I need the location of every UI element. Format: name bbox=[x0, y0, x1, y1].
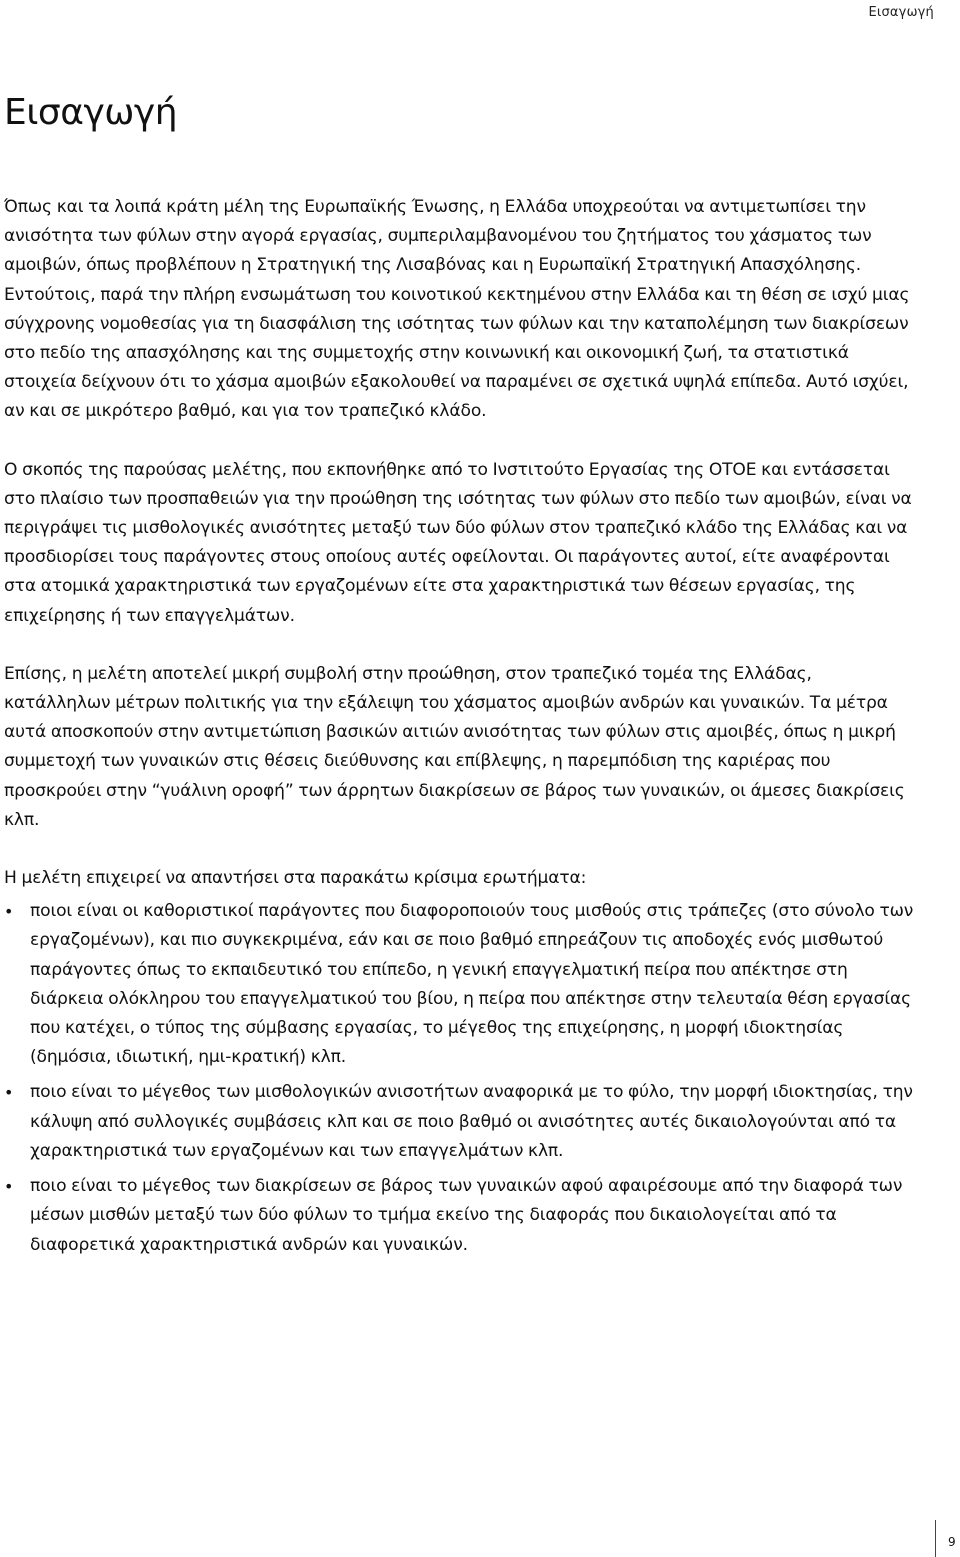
list-item bbox=[4, 1078, 922, 1166]
page-number: 9 bbox=[948, 1535, 956, 1549]
page-title: Εισαγωγή bbox=[4, 92, 178, 133]
list-item-text: ποιο είναι το μέγεθος των διακρίσεων σε βάρος των γυναικών αφού αφαιρέσουμε από την διαφορά των μέσων μισθών μεταξύ των δύο φύλων το τμήμα εκείνο της διαφοράς που δικαιολογείται από τα διαφορετικά χαρακτηριστικά ανδρών και γυναικών. bbox=[30, 1176, 903, 1255]
list-item-text: ποιοι είναι οι καθοριστικοί παράγοντες που διαφοροποιούν τους μισθούς στις τράπεζες (στο σύνολο των εργαζομένων), και πιο συγκεκριμένα, εάν και σε ποιο βαθμό επηρεάζουν τις αποδοχές ενός μισθωτού παράγοντες όπως το εκπαιδευτικό του επίπεδο, η γενική επαγγελματική πείρα που απέκτησε στη διάρκεια ολόκληρου του επαγγελματικού του βίου, η πείρα που απέκτησε στην τελευταία θέση εργασίας που κατέχει, ο τύπος της σύμβασης εργασίας, το μέγεθος της επιχείρησης, η μορφή ιδιοκτησίας (δημόσια, ιδιωτική, ημι-κρατική) κλπ. bbox=[30, 901, 914, 1068]
paragraph-policy: Επίσης, η μελέτη αποτελεί μικρή συμβολή στην προώθηση, στον τραπεζικό τομέα της Ελλάδας, κατάλληλων μέτρων πολιτικής για την εξάλειψη του χάσματος αμοιβών ανδρών και γυναικών. Τα μέτρα αυτά αποσκοπούν στην αντιμετώπιση βασικών αιτιών ανισότητας των φύλων στις αμοιβές, όπως η μικρή συμμετοχή των γυναικών στις θέσεις διεύθυνσης και επίβλεψης, η παρεμπόδιση της καριέρας που προσκρούει στην “γυάλινη οροφή” των άρρητων διακρίσεων σε βάρος των γυναικών, οι άμεσες διακρίσεις κλπ. bbox=[4, 663, 905, 830]
list-item bbox=[4, 897, 922, 1072]
body-text bbox=[4, 193, 922, 1266]
paragraph-intro: Όπως και τα λοιπά κράτη μέλη της Ευρωπαϊκής Ένωσης, η Ελλάδα υποχρεούται να αντιμετωπίσει την ανισότητα των φύλων στην αγορά εργασίας, συμπεριλαμβανομένου του ζητήματος του χάσματος των αμοιβών, όπως προβλέπουν η Στρατηγική της Λισαβόνας και η Ευρωπαϊκή Στρατηγική Απασχόλησης. Εντούτοις, παρά την πλήρη ενσωμάτωση του κοινοτικού κεκτημένου στην Ελλάδα και τη θέση σε ισχύ μιας σύγχρονης νομοθεσίας για τη διασφάλιση της ισότητας των φύλων και την καταπολέμηση των διακρίσεων στο πεδίο της απασχόλησης και της συμμετοχής στην κοινωνική και οικονομική ζωή, τα στατιστικά στοιχεία δείχνουν ότι το χάσμα αμοιβών εξακολουθεί να παραμένει σε σχετικά υψηλά επίπεδα. Αυτό ισχύει, αν και σε μικρότερο βαθμό, και για τον τραπεζικό κλάδο. bbox=[4, 197, 910, 422]
paragraph-questions-lead: Η μελέτη επιχειρεί να απαντήσει στα παρακάτω κρίσιμα ερωτήματα: bbox=[4, 868, 587, 889]
bullet-icon: • bbox=[4, 902, 14, 922]
bullet-icon: • bbox=[4, 1083, 14, 1103]
running-header: Εισαγωγή bbox=[868, 5, 934, 20]
list-item-text: ποιο είναι το μέγεθος των μισθολογικών ανισοτήτων αναφορικά με το φύλο, την μορφή ιδιοκτησίας, την κάλυψη από συλλογικές συμβάσεις κλπ και σε ποιο βαθμό οι ανισότητες αυτές δικαιολογούνται από τα χαρακτηριστικά των εργαζομένων και των επαγγελμάτων κλπ. bbox=[30, 1082, 913, 1161]
list-item bbox=[4, 1172, 922, 1260]
paragraph-purpose: Ο σκοπός της παρούσας μελέτης, που εκπονήθηκε από το Ινστιτούτο Εργασίας της ΟΤΟΕ και εντάσσεται στο πλαίσιο των προσπαθειών για την προώθηση της ισότητας των φύλων στο πεδίο των αμοιβών, είναι να περιγράψει τις μισθολογικές ανισότητες μεταξύ των δύο φύλων στον τραπεζικό κλάδο της Ελλάδας και να προσδιορίσει τους παράγοντες στους οποίους αυτές οφείλονται. Οι παράγοντες αυτοί, είτε αναφέρονται στα ατομικά χαρακτηριστικά των εργαζομένων είτε στα χαρακτηριστικά των θέσεων εργασίας, της επιχείρησης ή των επαγγελμάτων. bbox=[4, 459, 912, 626]
bullet-icon: • bbox=[4, 1177, 14, 1197]
question-list bbox=[4, 897, 922, 1259]
